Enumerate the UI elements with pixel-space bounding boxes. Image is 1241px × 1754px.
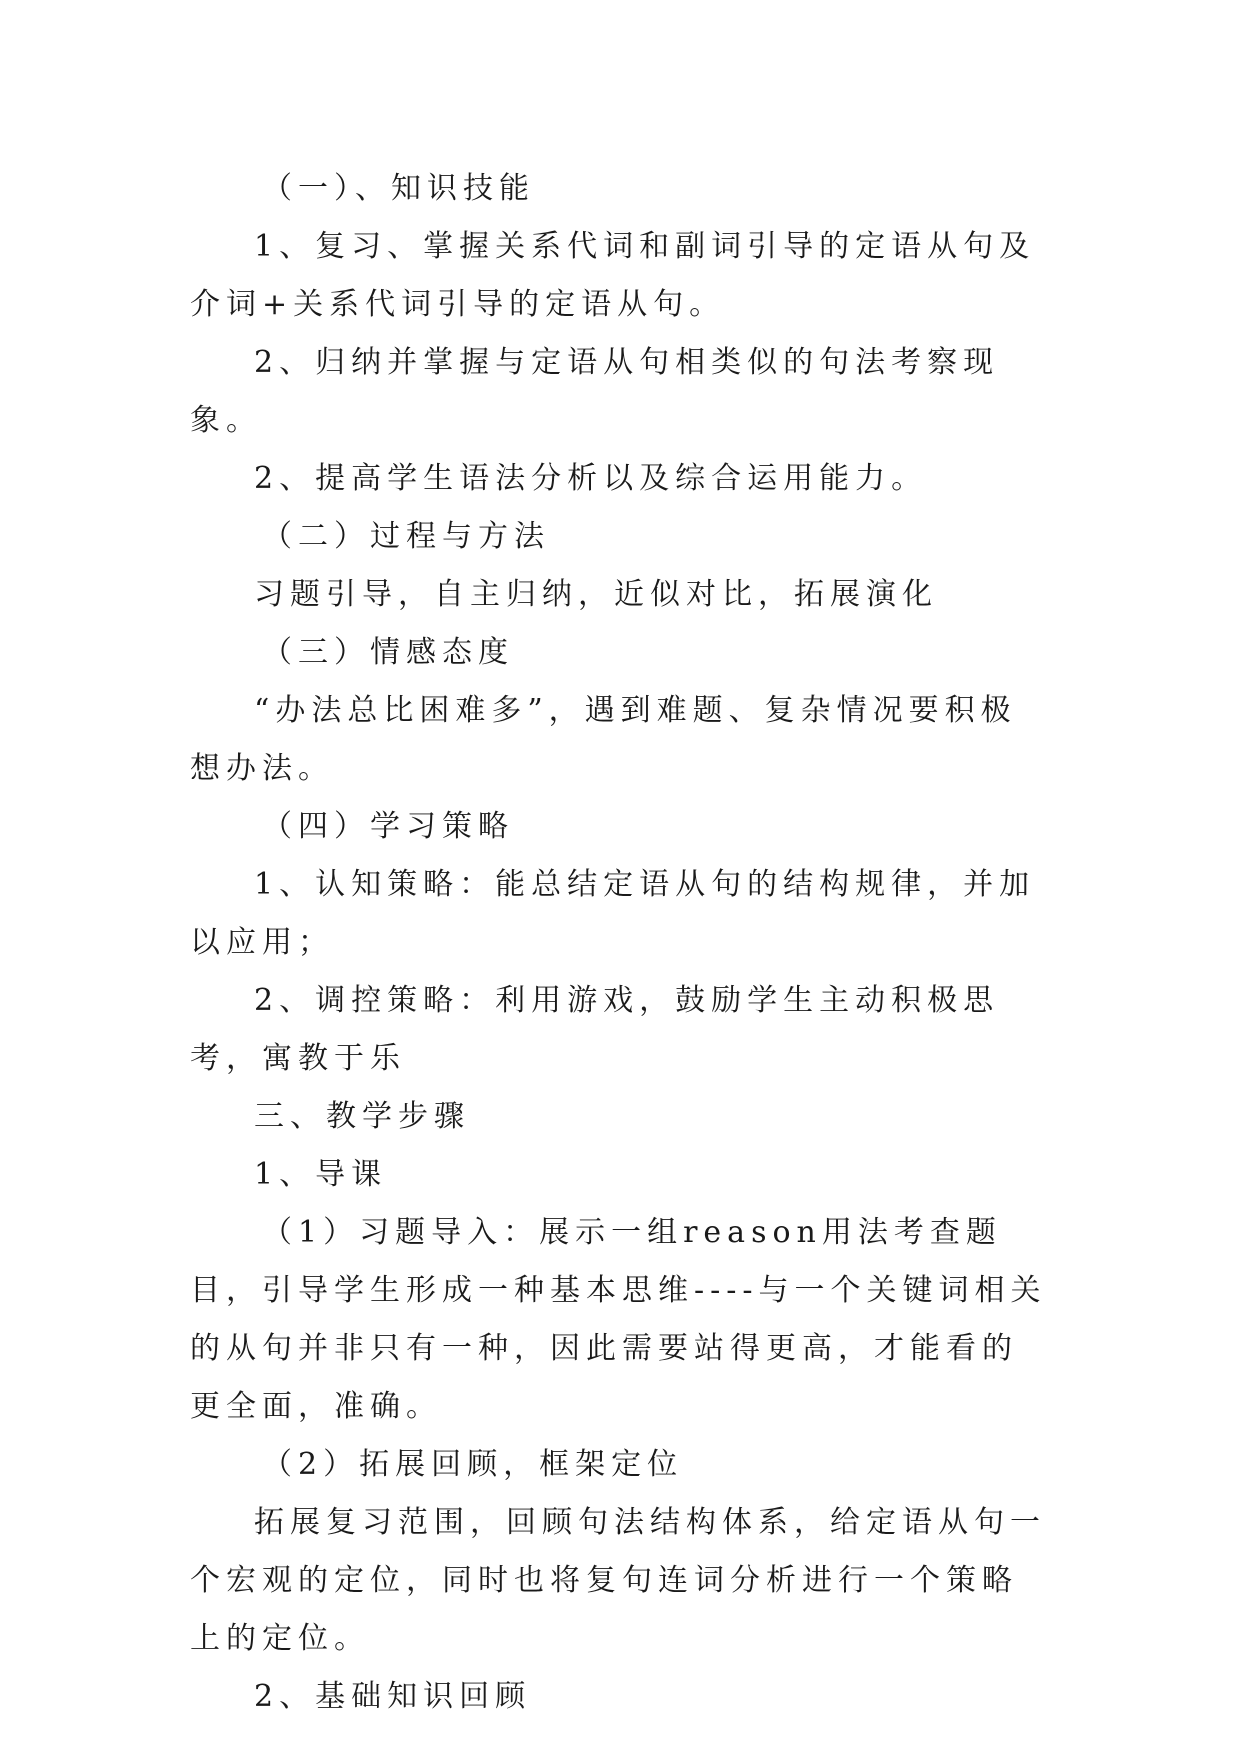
paragraph-item-3: 2、提高学生语法分析以及综合运用能力。 [254,461,928,496]
section-heading-strategy: （四）学习策略 [262,809,514,844]
step-heading-intro: 1、导课 [254,1157,388,1192]
paragraph-review-heading: （2）拓展回顾，框架定位 [262,1447,684,1482]
step-heading-basic-review: 2、基础知识回顾 [254,1679,532,1714]
section-heading-process-methods: （二）过程与方法 [262,519,550,554]
paragraph-regulation-strategy: 2、调控策略：利用游戏，鼓励学生主动积极思考，寓教于乐 [190,983,1000,1076]
paragraph-methods: 习题引导，自主归纳，近似对比，拓展演化 [254,577,938,612]
paragraph-attitude: “办法总比困难多”，遇到难题、复杂情况要积极想办法。 [190,693,1017,786]
paragraph-item-1: 1、复习、掌握关系代词和副词引导的定语从句及介词+关系代词引导的定语从句。 [190,229,1036,322]
paragraph-review-body: 拓展复习范围，回顾句法结构体系，给定语从句一个宏观的定位，同时也将复句连词分析进行一个策略上的定位。 [190,1505,1046,1656]
paragraph-item-2: 2、归纳并掌握与定语从句相类似的句法考察现象。 [190,345,1000,438]
section-heading-teaching-steps: 三、教学步骤 [254,1099,470,1134]
paragraph-cognitive-strategy: 1、认知策略：能总结定语从句的结构规律，并加以应用； [190,867,1036,960]
document-body [190,160,1050,1726]
section-heading-attitude: （三）情感态度 [262,635,514,670]
paragraph-exercise-intro: （1）习题导入：展示一组reason用法考查题目，引导学生形成一种基本思维----与一个关键词相关的从句并非只有一种，因此需要站得更高，才能看的更全面，准确。 [190,1215,1047,1424]
section-heading-knowledge-skills: （一）、知识技能 [262,171,535,206]
